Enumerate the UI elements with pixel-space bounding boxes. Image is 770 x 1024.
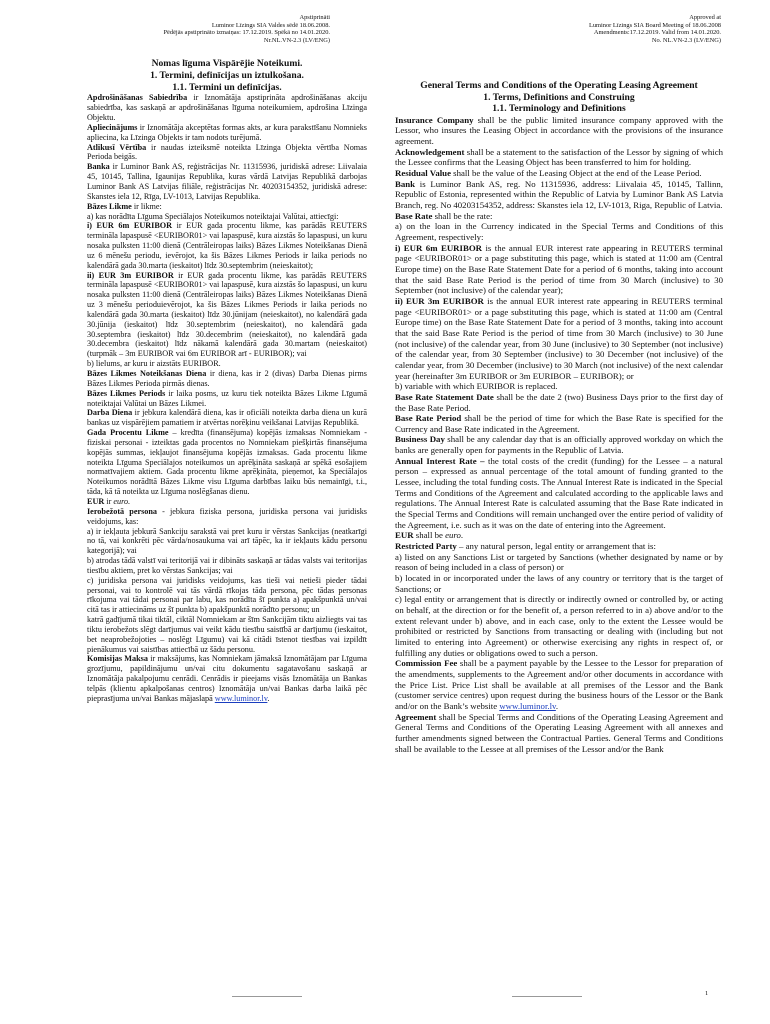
header-en-line: Approved at xyxy=(689,14,721,21)
definition-paragraph xyxy=(395,179,723,211)
definition-term: Insurance Company xyxy=(395,114,474,125)
definition-text: ir Iznomātāja akceptētas formas akts, ar kura parakstīšanu Nomnieks apliecina, ka Līzinga Objekts ir tam nodots turējumā. xyxy=(87,122,367,142)
header-en xyxy=(589,14,721,44)
definition-text: ir jebkura kalendārā diena, kas ir oficiāli noteikta darba diena un kurā bankas uz vispārējiem pamatiem ir atvērtas norēķinu veikšanai Latvijas Republikā. xyxy=(87,408,367,428)
definition-paragraph xyxy=(87,212,367,222)
definition-term: Agreement xyxy=(395,711,437,722)
definition-text: b) atrodas tādā valstī vai teritorijā vai ir dibināts saskaņā ar tādas valsts vai teritorijas tiesību aktiem, pret ko vērstas Sankcijas; vai xyxy=(87,556,367,575)
definition-text: shall be the value of the Leasing Object at the end of the Lease Period. xyxy=(450,168,702,179)
definition-term: Banka xyxy=(87,162,110,172)
definition-term: Acknowledgement xyxy=(395,146,465,157)
definition-term: Residual Value xyxy=(395,168,451,179)
definition-text: shall be a statement to the satisfaction of the Lessor by signing of which the Lessee confirms that the Leasing Object has been transferred to him for holding. xyxy=(395,146,723,168)
definition-paragraph xyxy=(87,143,367,163)
definition-text: the total costs of the credit (funding) for the Lessee – a natural person – expressed as annual percentage of the total amount of funding granted to the Lessee, including the total funding costs. The Annual Interest Rate is indicated in the Special Terms and Conditions of the Agreement and calculated according to the applicable laws and regulations. The Annual Interest Rate is calculated assuming that the Base Rate indicated in the Special Terms and Conditions will remain unchanged over the entire period of validity of the Agreement, i.e. such as it was on the date of entering into the Agreement. xyxy=(395,455,723,530)
definition-term: Commission Fee xyxy=(395,658,458,669)
definition-text: shall be a payment payable by the Lessee to the Lessor for preparation of the amendments, supplements to the Agreement and/or other documents in accordance with the Price List. Price List shall be available at all premises of the Lessor and the Bank (customer service centres) upon request during the business hours of the Lessor or the Bank and/or on the Bank’s website xyxy=(395,658,723,711)
definition-term: Base Rate Period xyxy=(395,413,462,424)
definition-term: Bāzes Likme xyxy=(87,201,132,211)
definition-paragraph xyxy=(395,221,723,242)
definition-term: Base Rate xyxy=(395,210,433,221)
definition-text: - jebkura fiziska persona, juridiska persona vai juridisks veidojums, kas: xyxy=(87,506,367,526)
definition-paragraph xyxy=(395,594,723,658)
definition-term: i) EUR 6m EURIBOR xyxy=(395,242,483,253)
definition-paragraph xyxy=(87,221,367,270)
definition-paragraph xyxy=(395,573,723,594)
definition-text: ir diena, kas ir 2 (divas) Darba Dienas pirms Bāzes Likmes Perioda pirmās dienas. xyxy=(87,369,367,388)
definition-text: a) on the loan in the Currency indicated in the Special Terms and Conditions of this Agreement, respectively: xyxy=(395,221,723,242)
header-lv-line: Luminor Līzings SIA Valdes sēdē 18.06.2008. xyxy=(211,21,330,29)
lv-document-title: Nomas līguma Vispārējie Noteikumi. xyxy=(151,58,303,69)
definition-term: ii) EUR 3m EURIBOR xyxy=(395,295,484,306)
definition-text: shall be the period of time for which the Base Rate is specified for the Currency and Base Rate indicated in the Agreement. xyxy=(395,413,724,434)
trailing-text: . xyxy=(555,700,559,711)
definition-term: Restricted Party xyxy=(395,541,457,552)
definition-paragraph xyxy=(395,658,723,711)
page-number: 1 xyxy=(705,990,709,997)
definition-text: – kredīta (finansējuma) kopējās izmaksas Nomniekam - fiziskai personai - izteiktas gada procentos no Nomniekam piešķirtās finansējuma kopējās summas, iekļaujot finansējuma kopējās izmaksas. Gada procentu likme noteikta Līguma Speciālajos noteikumos un aprēķināta saskaņā ar spēkā esošajiem normatīvajiem aktiem. Gada procentu likme aprēķināta, pieņemot, ka Speciālajos Noteikumos norādītā Bāzes Likme visu Līguma darbības laiku būs nemainīgi, t.i., tāda, kā tā noteikta uz Līguma noslēgšanas dienu. xyxy=(87,428,367,497)
definition-text: b) variable with which EURIBOR is replaced. xyxy=(395,381,558,392)
definition-text: – any natural person, legal entity or arrangement that is: xyxy=(456,541,656,552)
definition-paragraph xyxy=(395,392,723,413)
definition-paragraph xyxy=(87,202,367,212)
definition-paragraph xyxy=(395,456,723,531)
website-link[interactable]: www.luminor.lv xyxy=(214,693,268,703)
english-column xyxy=(395,58,723,754)
definition-text: is Luminor Bank AS, reg. No 11315936, address: Liivalaia 45, 10145, Tallinn, Republic of Estonia, represented within the Republic of Latvia by Luminor Bank AS Latvia Branch, reg. No 40203154352, address: Skanstes iela 12, LV-1013, Riga, Republic of Latvia. xyxy=(395,178,723,211)
definition-paragraph xyxy=(395,243,723,296)
definition-paragraph xyxy=(87,389,367,409)
en-document-title: General Terms and Conditions of the Operating Leasing Agreement xyxy=(420,80,698,91)
definition-paragraph xyxy=(395,147,723,168)
definition-text: ir naudas izteiksmē noteikta Līzinga Objekta vērtība Nomas Perioda beigās. xyxy=(87,142,367,162)
definition-term: Annual Interest Rate – xyxy=(395,455,485,466)
header-lv xyxy=(164,14,331,44)
italic-term: euro xyxy=(445,530,461,541)
definition-paragraph xyxy=(87,654,367,703)
definition-term: Komisijas Maksa xyxy=(87,654,148,664)
definition-paragraph xyxy=(395,296,723,381)
definition-text: ir laika posms, uz kuru tiek noteikta Bāzes Likme Līgumā noteiktajai Valūtai un Bāzes Likmei. xyxy=(87,388,367,408)
definition-paragraph xyxy=(87,359,367,369)
definition-term: Apdrošināšanas Sabiedrība xyxy=(87,93,188,103)
footer-divider xyxy=(232,996,302,997)
definition-text: shall be the date 2 (two) Business Days prior to the first day of the Base Rate Period. xyxy=(395,391,723,413)
italic-term: euro. xyxy=(113,496,131,506)
definition-text: is the annual EUR interest rate appearing in REUTERS terminal page <EURIBOR01> or a page substituting this page, which is stated at 11:00 am (Central Europe time) on the Base Rate Statement Date for a period of 6 months, taking into account that the said Base Rate Period is the period of time from 30 March (inclusive) to 30 September (not inclusive) of the calendar year); xyxy=(395,242,723,296)
header-en-line: Luminor Līzings SIA Board Meeting of 18.06.2008 xyxy=(588,21,721,29)
definition-paragraph xyxy=(395,541,723,552)
definition-term: Bāzes Likmes Noteikšanas Diena xyxy=(87,369,207,379)
definition-text: katrā gadījumā tikai tiktāl, ciktāl Nomniekam ar šīm Sankcijām tiktu aizliegts vai tas tiktu ierobežots slēgt darījumus vai veikt kādu tiesību saistībā ar darījumu (ieskaitot, bet neaprobežojoties – noslēgt Līgumu) vai kā citādi īstenot tiesības vai izpildīt pienākumus vai saistības attiecībā uz šādu personu. xyxy=(87,615,367,654)
definition-paragraph xyxy=(395,381,723,392)
definition-text: shall be xyxy=(413,530,446,541)
definition-paragraph xyxy=(87,497,367,507)
header-lv-line: Pēdējās apstiprināto izmaiņas: 17.12.2019. Spēkā no 14.01.2020. xyxy=(163,29,330,37)
definition-paragraph xyxy=(87,428,367,497)
definition-term: ii) EUR 3m EURIBOR xyxy=(87,270,174,280)
definition-paragraph xyxy=(87,615,367,654)
definition-text: ir EUR gada procentu likme, kas parādās REUTERS termināla lapaspusē <EURIBOR01> vai lapaspusē, kura aizstās šo lapaspusi, un kuru nosaka pulksten 11:00 dienā (Centrāleiropas laiks) Bāzes Likmes Noteikšanas Dienā uz 6 mēnešu periodu, ievērojot, ka šis Bāzes Likmes Periods ir laika periods no kalendārā gada 30.marta (ieskaitot) līdz 30.septembrim (neieskaitot); xyxy=(87,221,368,270)
trailing-text: . xyxy=(267,693,270,703)
definition-paragraph xyxy=(395,211,723,222)
definition-term: Base Rate Statement Date xyxy=(395,391,494,402)
definition-term: Atlikusī Vērtība xyxy=(87,142,147,152)
lv-section-title: 1. Termini, definīcijas un iztulkošana. xyxy=(150,69,304,81)
definition-term: Business Day xyxy=(395,434,445,445)
footer-divider xyxy=(512,996,582,997)
definition-text: c) juridiska persona vai juridisks veidojums, kas tieši vai netieši pieder tādai personai, vai to kontrolē vai tās vārdā rīkojas tāda persona, pēc tādas personas rīkojuma vai tādai personai par labu, kas norādīta šī punkta a) apakšpunktā un/vai citā tas ir attiecināms uz šī punkta b) apakšpunktā norādīto personu; un xyxy=(87,575,367,615)
definition-text: a) kas norādīta Līguma Speciālajos Noteikumos noteiktajai Valūtai, attiecīgi: xyxy=(87,211,339,221)
trailing-text: . xyxy=(460,530,464,541)
definition-text: c) legal entity or arrangement that is directly or indirectly owned or controlled by, or acting on behalf, at the direction or for the benefit of, a person referred to in a) above and/or to the extent relevant under b) above, and in each case, only to the extent the Lessee would be prohibited or restricted by Sanctions from transacting or dealing with (including but not limited to entering into Agreement) or otherwise exercising any rights in respect of, or fulfilling any duties or obligations owed to such a person. xyxy=(395,594,723,658)
definition-paragraph xyxy=(87,93,367,123)
latvian-column xyxy=(87,58,367,704)
definition-term: EUR xyxy=(87,496,105,506)
definition-term: i) EUR 6m EURIBOR xyxy=(87,221,173,231)
definition-text: shall be Special Terms and Conditions of the Operating Leasing Agreement and General Terms and Conditions of the Operating Leasing Agreement with all annexes and further amendments signed between the Contractual Parties. General Terms and Conditions shall be available to the Lessee at all premises of the Lessor and/or the Bank xyxy=(395,711,723,754)
website-link[interactable]: www.luminor.lv xyxy=(499,700,556,711)
definition-text: is the annual EUR interest rate appearing in REUTERS terminal page <EURIBOR01> or a page substituting this page, which is stated at 11:00 am (Central Europe time) on the Base Rate Statement Date for a period of 3 months, taking into account that the said Base Rate Period is the period of time from 30 March (inclusive) to 30 June (not inclusive) of the calendar year, from 30 June (inclusive) to 30 September (not inclusive) of the calendar year, from 30 September (inclusive) to 30 December (not inclusive) of the calendar year, from 30 December (inclusive) to 30 March (not inclusive) of the next calendar year (hereinafter 3m EURIBOR or 3m EURIBOR – EURIBOR); or xyxy=(395,295,723,381)
definition-paragraph xyxy=(395,530,723,541)
definition-term: Bank xyxy=(395,178,416,189)
definition-paragraph xyxy=(395,115,723,147)
definition-paragraph xyxy=(87,369,367,389)
definition-text: b) located in or incorporated under the laws of any country or territory that is the target of Sanctions; or xyxy=(395,573,723,594)
header-en-line: Amendments:17.12.2019. Valid from 14.01.2020. xyxy=(593,29,721,37)
definition-paragraph xyxy=(395,413,723,434)
definition-text: shall be the public limited insurance company approved with the Lessor, who insures the Leasing Object in accordance with the provisions of the insurance agreement. xyxy=(395,114,723,147)
definition-text: shall be any calendar day that is an officially approved workday on which the banks are generally open for payments in the Republic of Latvia. xyxy=(395,434,723,456)
definition-paragraph xyxy=(87,527,367,557)
header-lv-line: Nr.NL.VN-2.3 (LV/ENG) xyxy=(263,36,330,44)
definition-text: a) listed on any Sanctions List or targeted by Sanctions (whether designated by name or by reason of being included in a class of person) or xyxy=(395,551,723,573)
en-definitions xyxy=(395,115,723,754)
en-section-title: 1. Terms, Definitions and Construing xyxy=(483,91,635,103)
lv-subsection-title: 1.1. Termini un definīcijas. xyxy=(172,81,282,93)
definition-term: EUR xyxy=(395,530,414,541)
definition-text: ir likme: xyxy=(131,201,162,211)
definition-paragraph xyxy=(87,408,367,428)
definition-term: Ierobežotā persona xyxy=(87,506,158,516)
definition-text: b) lielums, ar kuru ir aizstāts EURIBOR. xyxy=(87,359,221,369)
definition-text: ir maksājums, kas Nomniekam jāmaksā Iznomātājam par Līguma grozījumu, papildinājumu un/vai citu dokumentu sagatavošanu saskaņā ar Iznomātāja pakalpojumu cenrādi. Cenrādis ir pieejams visās Iznomātāja un Bankas telpās (klientu apkalpošanas centros) Iznomātāja un/vai Bankas darba laikā pēc pieprasījuma un/vai Bankas mājaslapā xyxy=(87,654,367,703)
definition-paragraph xyxy=(395,712,723,755)
header-lv-line: Apstiprināti xyxy=(299,14,330,21)
definition-paragraph xyxy=(395,552,723,573)
definition-paragraph xyxy=(395,434,723,455)
definition-term: Gada Procentu Likme xyxy=(87,428,169,438)
definition-paragraph xyxy=(87,507,367,527)
definition-text: ir Luminor Bank AS, reģistrācijas Nr. 11315936, juridiskā adrese: Liivalaia 45, 10145, Tallina, Igaunijas Republika, kuras vārdā Latvijas Republikā darbojas Luminor Bank AS Latvijas filiāle, reģistrācijas Nr. 40203154352, juridiskā adrese: Skanstes iela 12, Rīga, LV-1013, Latvijas Republika. xyxy=(87,162,367,201)
definition-text: shall be the rate: xyxy=(432,210,493,221)
definition-paragraph xyxy=(87,162,367,201)
definition-text: ir EUR gada procentu likme, kas parādās REUTERS termināla lapaspusē <EURIBOR01> vai lapaspusē, kura aizstās šo lapaspusi, un kuru nosaka pulksten 11:00 dienā (Centrāleiropas laiks) Bāzes Likmes Noteikšanas Dienā uz 3 mēnešu perioduievērojot, ka šis Bāzes Likmes Periods ir laika periods no kalendārā gada 30.marta (ieskaitot) līdz 30.jūnijam (neieskaitot), no kalendārā gada 30.jūnija (ieskaitot) līdz 30.septembrim (neieskaitot), no kalendārā gada 30.septembra (ieskaitot) līdz 30.decembrim (neieskaitot), no kalendārā gada 30.decembra (ieskaitot) līdz nākamā kalendārā gada 30.martam (neieskaitot) (turpmāk – 3m EURIBOR vai 6m EURIBOR arī - EURIBOR); vai xyxy=(87,270,367,359)
definition-paragraph xyxy=(395,168,723,179)
definition-text: ir Iznomātāja apstiprināta apdrošināšanas akciju sabiedrība, kas saskaņā ar apdrošināšanas līguma noteikumiem, apdrošina Līzinga Objektu. xyxy=(87,93,367,123)
definition-paragraph xyxy=(87,576,367,615)
lv-definitions xyxy=(87,93,367,703)
definition-text: a) ir iekļauta jebkurā Sankciju sarakstā vai pret kuru ir vērstas Sankcijas (neatkarīgi no tā, vai konkrēti pēc vārda/nosaukuma vai arī tāpēc, ka ir iekļauts kādu personu kategorijā); vai xyxy=(87,526,367,556)
definition-text: ir xyxy=(104,496,114,506)
definition-term: Darba Diena xyxy=(87,408,133,418)
definition-paragraph xyxy=(87,556,367,576)
definition-paragraph xyxy=(87,123,367,143)
en-subsection-title: 1.1. Terminology and Definitions xyxy=(492,103,626,115)
header-en-line: No. NL.VN-2.3 (LV/ENG) xyxy=(651,36,721,44)
definition-term: Apliecinājums xyxy=(87,122,138,132)
definition-paragraph xyxy=(87,271,367,360)
definition-term: Bāzes Likmes Periods xyxy=(87,388,166,398)
